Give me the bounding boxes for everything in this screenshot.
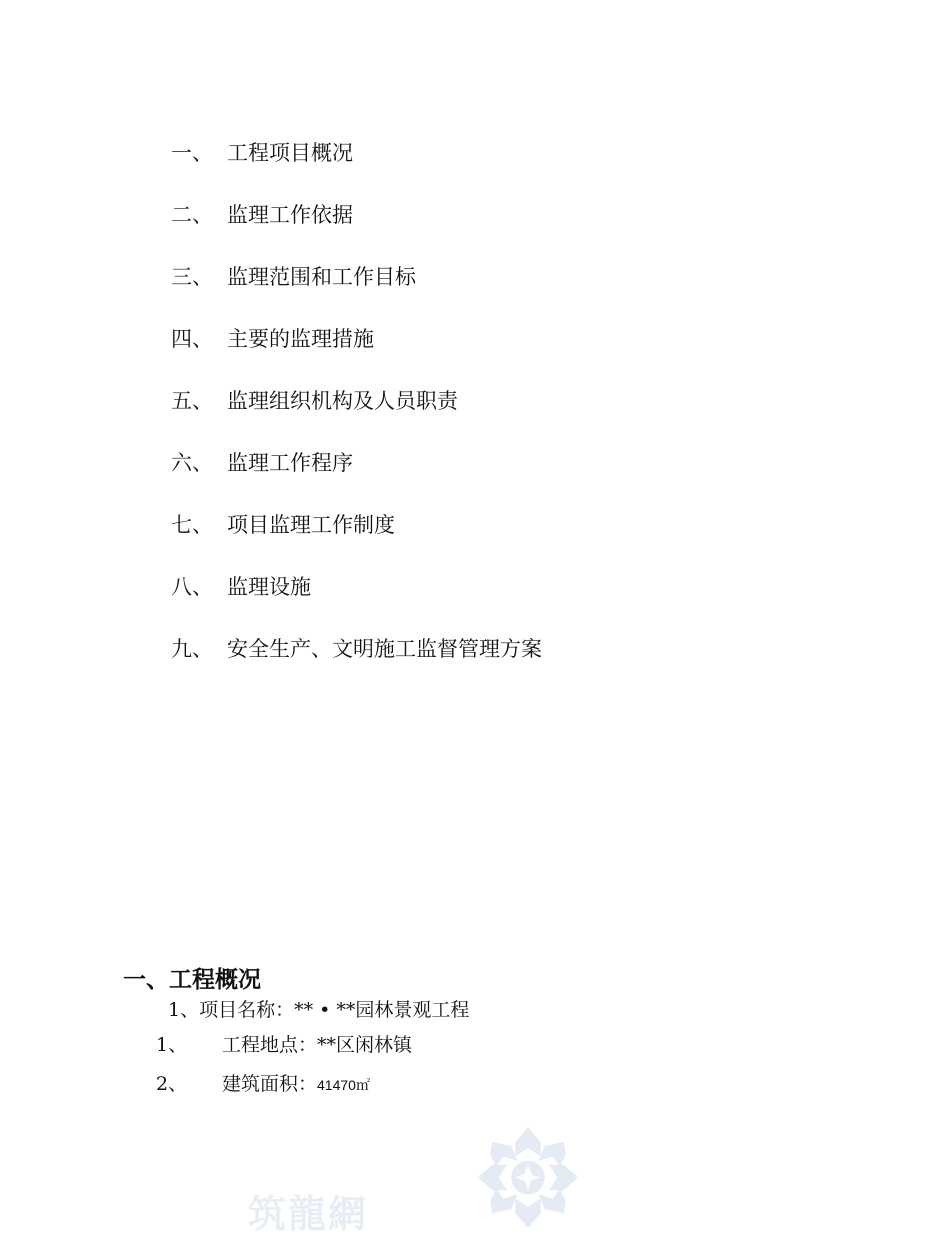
toc-item-label: 项目监理工作制度 (227, 513, 395, 537)
toc-item-label: 监理组织机构及人员职责 (227, 389, 458, 413)
toc-item (171, 510, 542, 572)
building-area-label: 建筑面积： (222, 1073, 318, 1095)
toc-item-number: 九、 (171, 637, 213, 661)
toc-item-label: 工程项目概况 (227, 141, 353, 165)
toc-item-number: 八、 (171, 575, 213, 599)
toc-item-number: 五、 (171, 389, 213, 413)
table-of-contents (171, 138, 542, 696)
list-number: 2、 (156, 1073, 188, 1095)
toc-item-label: 安全生产、文明施工监督管理方案 (227, 637, 542, 661)
toc-item-label: 监理工作依据 (227, 203, 353, 227)
toc-item-label: 监理设施 (227, 575, 311, 599)
project-name-line: 1、项目名称：** • **园林景观工程 (168, 999, 470, 1021)
toc-item (171, 262, 542, 324)
list-number: 1、 (156, 1034, 188, 1056)
watermark (240, 1125, 600, 1236)
toc-item-number: 二、 (171, 203, 213, 227)
toc-item-number: 六、 (171, 451, 213, 475)
toc-item (171, 200, 542, 262)
toc-item-label: 监理范围和工作目标 (227, 265, 416, 289)
toc-item-number: 一、 (171, 141, 213, 165)
toc-item-number: 四、 (171, 327, 213, 351)
building-area-value: 41470㎡ (317, 1077, 370, 1093)
toc-item (171, 324, 542, 386)
toc-item-number: 七、 (171, 513, 213, 537)
snowflake-logo-icon (472, 1125, 584, 1230)
toc-item-label: 监理工作程序 (227, 451, 353, 475)
toc-item (171, 386, 542, 448)
section-heading: 一、工程概况 (123, 966, 261, 993)
toc-item-number: 三、 (171, 265, 213, 289)
toc-item (171, 634, 542, 696)
project-location-line (156, 1031, 412, 1059)
project-location-text: 工程地点：**区闲林镇 (222, 1034, 413, 1056)
toc-item (171, 448, 542, 510)
toc-item-label: 主要的监理措施 (227, 327, 374, 351)
toc-item (171, 572, 542, 634)
building-area-line (156, 1070, 370, 1099)
watermark-text: 筑龍網 (248, 1191, 369, 1236)
toc-item (171, 138, 542, 200)
